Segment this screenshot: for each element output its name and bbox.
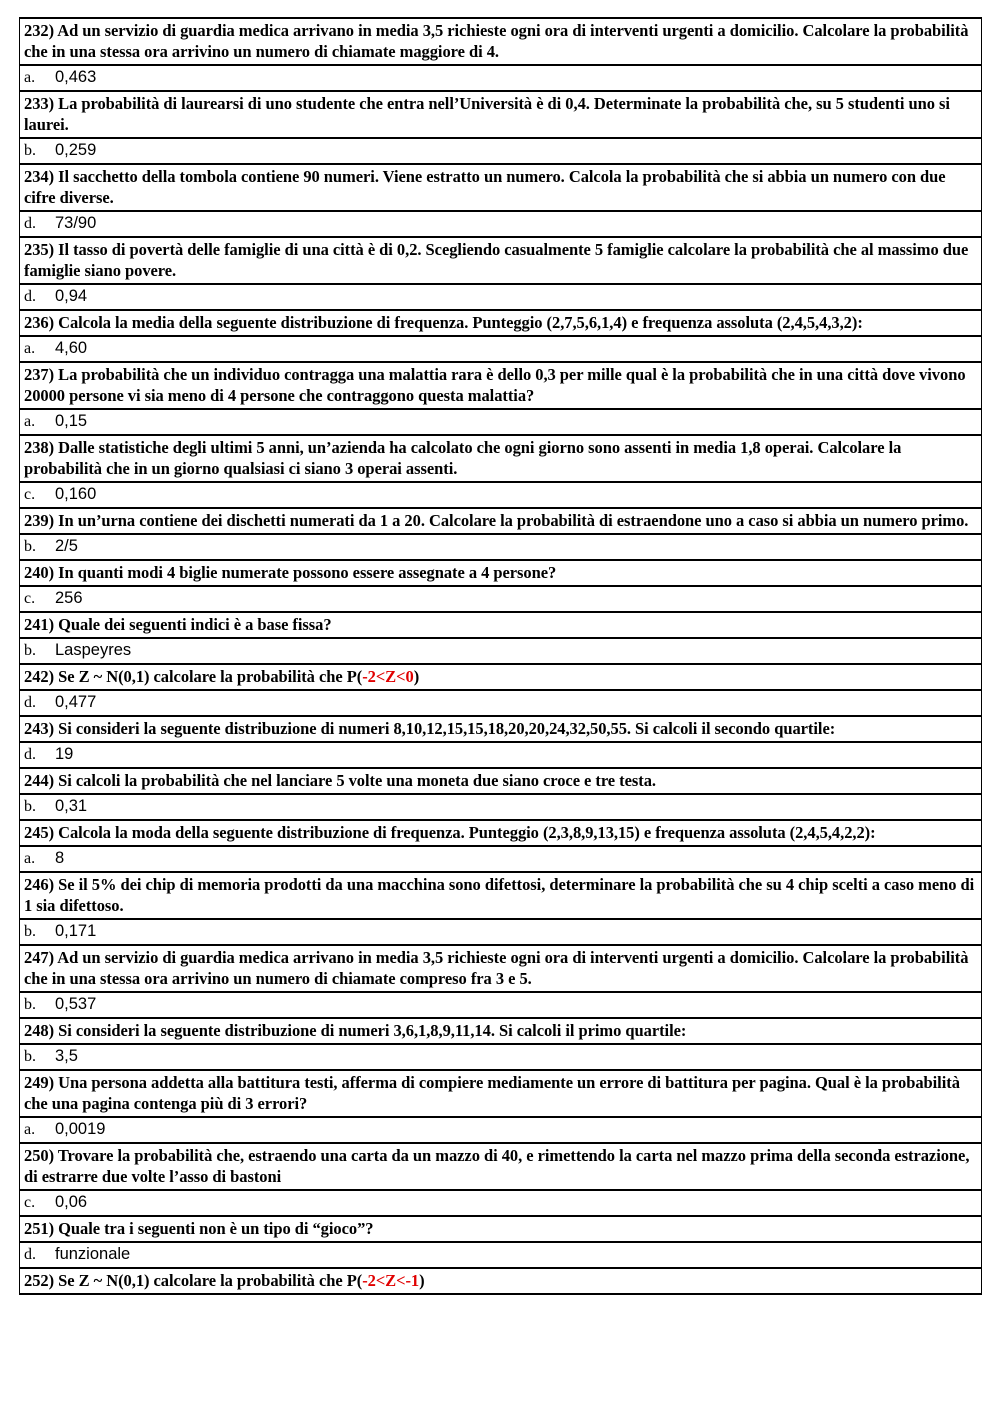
answer-row xyxy=(20,691,981,717)
question-text: 241) Quale dei seguenti indici è a base fissa? xyxy=(24,615,332,634)
answer-value: funzionale xyxy=(55,1245,131,1263)
answer-row xyxy=(20,66,981,92)
answer-letter: d. xyxy=(24,694,36,711)
question-row xyxy=(20,613,981,639)
question-highlight: -2<Z<-1 xyxy=(362,1271,420,1290)
answer-value: 0,537 xyxy=(55,995,97,1013)
question-row xyxy=(20,165,981,212)
question-text: 250) Trovare la probabilità che, estraendo una carta da un mazzo di 40, e rimettendo la carta nel mazzo prima della seconda estrazione, di estrarre due volte l’asso di bastoni xyxy=(24,1146,970,1186)
answer-letter: c. xyxy=(24,486,36,503)
question-row xyxy=(20,1019,981,1045)
answer-value: 0,0019 xyxy=(55,1120,106,1138)
question-highlight: -2<Z<0 xyxy=(362,667,414,686)
question-row xyxy=(20,717,981,743)
answer-row xyxy=(20,993,981,1019)
answer-value: 0,160 xyxy=(55,485,97,503)
question-row xyxy=(20,769,981,795)
answer-letter: d. xyxy=(24,215,36,232)
question-text: 240) In quanti modi 4 biglie numerate possono essere assegnate a 4 persone? xyxy=(24,563,557,582)
answer-letter: b. xyxy=(24,996,36,1013)
answer-value: 0,463 xyxy=(55,68,97,86)
question-row xyxy=(20,311,981,337)
answer-row xyxy=(20,795,981,821)
question-text: 236) Calcola la media della seguente distribuzione di frequenza. Punteggio (2,7,5,6,1,4) e frequenza assoluta (2,4,5,4,3,2): xyxy=(24,313,863,332)
answer-row xyxy=(20,483,981,509)
question-text: 243) Si consideri la seguente distribuzione di numeri 8,10,12,15,15,18,20,20,24,32,50,55. Si calcoli il secondo quartile: xyxy=(24,719,836,738)
answer-row xyxy=(20,337,981,363)
answer-value: 0,477 xyxy=(55,693,97,711)
question-row xyxy=(20,561,981,587)
answer-letter: b. xyxy=(24,798,36,815)
question-row xyxy=(20,1144,981,1191)
answer-row xyxy=(20,139,981,165)
question-row xyxy=(20,1217,981,1243)
answer-letter: a. xyxy=(24,340,36,357)
answer-row xyxy=(20,847,981,873)
answer-value: 0,171 xyxy=(55,922,97,940)
answer-value: 8 xyxy=(55,849,65,867)
question-text: 239) In un’urna contiene dei dischetti numerati da 1 a 20. Calcolare la probabilità di estraendone uno a caso si abbia un numero primo. xyxy=(24,511,969,530)
answer-value: 73/90 xyxy=(55,214,97,232)
quiz-table xyxy=(19,17,982,1295)
answer-value: 0,06 xyxy=(55,1193,88,1211)
answer-value: 0,31 xyxy=(55,797,88,815)
answer-letter: b. xyxy=(24,923,36,940)
answer-row xyxy=(20,1243,981,1269)
answer-letter: a. xyxy=(24,69,36,86)
answer-letter: b. xyxy=(24,142,36,159)
answer-value: Laspeyres xyxy=(55,641,132,659)
answer-value: 3,5 xyxy=(55,1047,78,1065)
question-text-end: ) xyxy=(419,1271,425,1290)
answer-value: 2/5 xyxy=(55,537,78,555)
question-row xyxy=(20,665,981,691)
question-row xyxy=(20,19,981,66)
question-text: 238) Dalle statistiche degli ultimi 5 anni, un’azienda ha calcolato che ogni giorno sono assenti in media 1,8 operai. Calcolare la probabilità che in un giorno qualsiasi ci siano 3 operai assenti. xyxy=(24,438,902,478)
question-row xyxy=(20,1071,981,1118)
question-text: 249) Una persona addetta alla battitura testi, afferma di compiere mediamente un errore di battitura per pagina. Qual è la probabilità che una pagina contenga più di 3 errori? xyxy=(24,1073,960,1113)
question-text: 237) La probabilità che un individuo contragga una malattia rara è dello 0,3 per mille qual è la probabilità che in una città dove vivono 20000 persone vi sia meno di 4 persone che contraggono questa malattia? xyxy=(24,365,966,405)
question-text-end: ) xyxy=(413,667,420,686)
answer-letter: c. xyxy=(24,590,36,607)
question-row xyxy=(20,509,981,535)
answer-row xyxy=(20,920,981,946)
question-row xyxy=(20,821,981,847)
answer-letter: a. xyxy=(24,850,36,867)
answer-value: 0,94 xyxy=(55,287,88,305)
question-row xyxy=(20,873,981,920)
question-text: 245) Calcola la moda della seguente distribuzione di frequenza. Punteggio (2,3,8,9,13,15) e frequenza assoluta (2,4,5,4,2,2): xyxy=(24,823,876,842)
answer-value: 0,259 xyxy=(55,141,97,159)
question-text: 248) Si consideri la seguente distribuzione di numeri 3,6,1,8,9,11,14. Si calcoli il primo quartile: xyxy=(24,1021,687,1040)
question-row xyxy=(20,238,981,285)
question-row xyxy=(20,92,981,139)
answer-row xyxy=(20,410,981,436)
answer-value: 0,15 xyxy=(55,412,88,430)
answer-letter: a. xyxy=(24,1121,36,1138)
answer-letter: b. xyxy=(24,1048,36,1065)
answer-row xyxy=(20,639,981,665)
question-text: 234) Il sacchetto della tombola contiene 90 numeri. Viene estratto un numero. Calcola la probabilità che si abbia un numero con due cifre diverse. xyxy=(24,167,946,207)
answer-letter: b. xyxy=(24,538,36,555)
question-text: 246) Se il 5% dei chip di memoria prodotti da una macchina sono difettosi, determinare la probabilità che su 4 chip scelti a caso meno di 1 sia difettoso. xyxy=(24,875,975,915)
question-text: 247) Ad un servizio di guardia medica arrivano in media 3,5 richieste ogni ora di interventi urgenti a domicilio. Calcolare la probabilità che in una stessa ora arrivino un numero di chiamate compreso fra 3 e 5. xyxy=(24,948,969,988)
answer-letter: d. xyxy=(24,746,36,763)
question-row xyxy=(20,436,981,483)
question-text: 252) Se Z ~ N(0,1) calcolare la probabilità che P( xyxy=(24,1271,363,1290)
answer-letter: c. xyxy=(24,1194,36,1211)
question-text: 251) Quale tra i seguenti non è un tipo di “gioco”? xyxy=(24,1219,374,1238)
answer-row xyxy=(20,535,981,561)
question-text: 235) Il tasso di povertà delle famiglie di una città è di 0,2. Scegliendo casualmente 5 famiglie calcolare la probabilità che al massimo due famiglie siano povere. xyxy=(24,240,969,280)
answer-letter: b. xyxy=(24,642,36,659)
question-text: 232) Ad un servizio di guardia medica arrivano in media 3,5 richieste ogni ora di interventi urgenti a domicilio. Calcolare la probabilità che in una stessa ora arrivino un numero di chiamate maggiore di 4. xyxy=(24,21,969,61)
answer-value: 4,60 xyxy=(55,339,88,357)
answer-row xyxy=(20,1191,981,1217)
answer-value: 256 xyxy=(55,589,83,607)
question-row xyxy=(20,363,981,410)
answer-row xyxy=(20,587,981,613)
answer-letter: d. xyxy=(24,1246,36,1263)
question-row xyxy=(20,1269,981,1295)
answer-letter: a. xyxy=(24,413,36,430)
question-row xyxy=(20,946,981,993)
question-text: 233) La probabilità di laurearsi di uno studente che entra nell’Università è di 0,4. Determinate la probabilità che, su 5 studenti uno si laurei. xyxy=(24,94,950,134)
answer-row xyxy=(20,1045,981,1071)
question-text: 242) Se Z ~ N(0,1) calcolare la probabilità che P( xyxy=(24,667,363,686)
answer-row xyxy=(20,212,981,238)
answer-value: 19 xyxy=(55,745,74,763)
answer-row xyxy=(20,743,981,769)
answer-row xyxy=(20,1118,981,1144)
answer-letter: d. xyxy=(24,288,36,305)
answer-row xyxy=(20,285,981,311)
question-text: 244) Si calcoli la probabilità che nel lanciare 5 volte una moneta due siano croce e tre testa. xyxy=(24,771,656,790)
